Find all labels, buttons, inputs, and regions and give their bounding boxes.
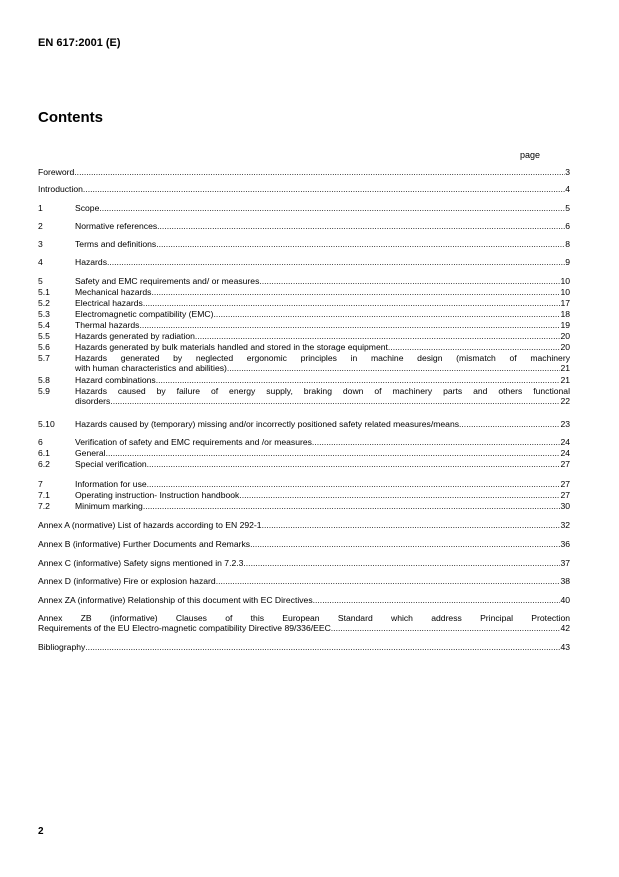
toc-entry-body bbox=[75, 277, 570, 287]
toc-entry[interactable] bbox=[38, 343, 570, 353]
toc-entry-page: 4 bbox=[565, 184, 570, 194]
toc-entry-page: 10 bbox=[560, 287, 570, 297]
toc-entry[interactable] bbox=[38, 480, 570, 490]
dot-leader bbox=[110, 397, 560, 407]
page-number: 2 bbox=[38, 826, 44, 837]
dot-leader bbox=[147, 460, 561, 470]
toc-entry-title: Hazards generated by bulk materials handled and stored in the storage equipment bbox=[75, 342, 388, 352]
toc-entry-title-line2: Requirements of the EU Electro-magnetic compatibility Directive 89/336/EEC bbox=[38, 622, 331, 633]
dot-leader bbox=[139, 321, 560, 331]
toc-entry-number: 5.2 bbox=[38, 298, 50, 308]
toc-entry-page: 18 bbox=[560, 309, 570, 319]
dot-leader bbox=[151, 288, 560, 298]
toc-entry-body bbox=[75, 288, 570, 298]
dot-leader bbox=[74, 168, 565, 178]
toc-entry[interactable] bbox=[38, 438, 570, 448]
toc-entry-page: 19 bbox=[560, 320, 570, 330]
toc-entry-title: Annex C (informative) Safety signs mentioned in 7.2.3 bbox=[38, 558, 244, 568]
toc-entry-title-line1: Annex ZB (informative) Clauses of this European Standard which address Principal Protection bbox=[38, 613, 570, 623]
toc-entry-page: 40 bbox=[560, 595, 570, 605]
toc-entry-body bbox=[38, 559, 570, 569]
dot-leader bbox=[143, 299, 561, 309]
toc-entry-title: Annex A (normative) List of hazards according to EN 292-1 bbox=[38, 520, 262, 530]
toc-entry-number: 5 bbox=[38, 276, 43, 286]
toc-entry[interactable] bbox=[38, 222, 570, 232]
toc-entry-title: Hazards generated by radiation bbox=[75, 331, 195, 341]
toc-entry-number: 5.4 bbox=[38, 320, 50, 330]
toc-entry-title: Introduction bbox=[38, 184, 83, 194]
dot-leader bbox=[83, 185, 565, 195]
toc-entry-title: Scope bbox=[75, 203, 100, 213]
toc-entry[interactable] bbox=[38, 204, 570, 214]
toc-entry-page: 30 bbox=[560, 501, 570, 511]
toc-entry-page: 24 bbox=[560, 437, 570, 447]
toc-entry-number: 2 bbox=[38, 221, 43, 231]
toc-entry-body bbox=[75, 343, 570, 353]
toc-entry-body bbox=[38, 577, 570, 587]
dot-leader bbox=[312, 438, 561, 448]
toc-entry-page: 32 bbox=[560, 520, 570, 530]
dot-leader bbox=[143, 502, 561, 512]
toc-entry[interactable] bbox=[38, 449, 570, 459]
dot-leader bbox=[106, 449, 561, 459]
toc-entry-body bbox=[75, 438, 570, 448]
toc-entry-page: 17 bbox=[560, 298, 570, 308]
toc-entry-page: 9 bbox=[565, 257, 570, 267]
toc-entry-number: 3 bbox=[38, 239, 43, 249]
toc-entry-title: Information for use bbox=[75, 479, 147, 489]
toc-entry-page: 24 bbox=[560, 448, 570, 458]
toc-entry-page: 6 bbox=[565, 221, 570, 231]
toc-entry[interactable] bbox=[38, 277, 570, 287]
toc-entry-number: 6.2 bbox=[38, 459, 50, 469]
dot-leader bbox=[262, 521, 561, 531]
toc-entry[interactable] bbox=[38, 299, 570, 309]
toc-entry-number: 6.1 bbox=[38, 448, 50, 458]
toc-entry-number: 7.1 bbox=[38, 490, 50, 500]
toc-entry-body bbox=[75, 460, 570, 470]
toc-entry-title: Electromagnetic compatibility (EMC) bbox=[75, 309, 214, 319]
toc-entry-body bbox=[75, 222, 570, 232]
toc-entry[interactable] bbox=[38, 460, 570, 470]
toc-entry-page: 3 bbox=[565, 167, 570, 177]
toc-entry-page: 20 bbox=[560, 342, 570, 352]
dot-leader bbox=[99, 204, 565, 214]
document-id-header: EN 617:2001 (E) bbox=[38, 37, 121, 49]
toc-entry-body bbox=[75, 480, 570, 490]
toc-entry-body bbox=[75, 332, 570, 342]
toc-entry-body bbox=[75, 354, 570, 374]
toc-entry-page: 43 bbox=[560, 642, 570, 652]
toc-entry-body bbox=[75, 491, 570, 501]
toc-entry-page: 21 bbox=[560, 362, 570, 373]
toc-entry-title: Verification of safety and EMC requirements and /or measures bbox=[75, 437, 312, 447]
toc-entry-number: 7.2 bbox=[38, 501, 50, 511]
toc-entry-title: Hazard combinations bbox=[75, 375, 156, 385]
dot-leader bbox=[459, 420, 560, 430]
toc-entry-body bbox=[38, 185, 570, 195]
toc-entry-number: 1 bbox=[38, 203, 43, 213]
toc-entry[interactable] bbox=[38, 387, 570, 407]
toc-entry-title-line2: with human characteristics and abilities) bbox=[75, 362, 227, 373]
toc-entry-body bbox=[38, 521, 570, 531]
toc-entry-title: Foreword bbox=[38, 167, 75, 177]
toc-entry-number: 5.8 bbox=[38, 375, 50, 385]
toc-entry[interactable] bbox=[38, 420, 570, 430]
dot-leader bbox=[156, 376, 561, 386]
toc-entry-number: 5.7 bbox=[38, 353, 50, 363]
toc-entry-page: 38 bbox=[560, 576, 570, 586]
toc-entry-title: Terms and definitions bbox=[75, 239, 157, 249]
toc-entry[interactable] bbox=[38, 491, 570, 501]
toc-entry-title: Thermal hazards bbox=[75, 320, 140, 330]
toc-entry-title-line1: Hazards generated by neglected ergonomic principles in machine design (mismatch of machinery bbox=[75, 353, 570, 363]
toc-entry-page: 42 bbox=[560, 622, 570, 633]
dot-leader bbox=[259, 277, 560, 287]
toc-entry-title: Annex ZA (informative) Relationship of this document with EC Directives bbox=[38, 595, 313, 605]
toc-entry[interactable] bbox=[38, 502, 570, 512]
toc-entry-page: 27 bbox=[560, 490, 570, 500]
toc-entry-body bbox=[75, 387, 570, 407]
toc-entry-number: 5.9 bbox=[38, 386, 50, 396]
toc-entry-body bbox=[38, 643, 570, 653]
toc-entry-page: 21 bbox=[560, 375, 570, 385]
toc-entry[interactable] bbox=[38, 185, 570, 195]
dot-leader bbox=[147, 480, 561, 490]
toc-entry-body bbox=[75, 310, 570, 320]
dot-leader bbox=[227, 364, 561, 374]
dot-leader bbox=[331, 624, 561, 634]
toc-entry-title: Bibliography bbox=[38, 642, 86, 652]
toc-entry-number: 5.3 bbox=[38, 309, 50, 319]
toc-entry-page: 20 bbox=[560, 331, 570, 341]
toc-entry-number: 6 bbox=[38, 437, 43, 447]
toc-entry-title: Special verification bbox=[75, 459, 147, 469]
toc-entry-title-line1: Hazards caused by failure of energy supply, braking down of machinery parts and others functional bbox=[75, 386, 570, 396]
toc-entry[interactable] bbox=[38, 376, 570, 386]
toc-entry-body bbox=[75, 420, 570, 430]
dot-leader bbox=[157, 222, 565, 232]
toc-entry[interactable] bbox=[38, 521, 570, 531]
toc-entry-body bbox=[75, 258, 570, 268]
toc-entry[interactable] bbox=[38, 596, 570, 606]
toc-entry-number: 5.10 bbox=[38, 419, 55, 429]
toc-entry-title-line2: disorders bbox=[75, 395, 111, 406]
toc-entry-title: Mechanical hazards bbox=[75, 287, 152, 297]
toc-entry-page: 10 bbox=[560, 276, 570, 286]
toc-entry-title: Minimum marking bbox=[75, 501, 143, 511]
toc-entry-number: 5.6 bbox=[38, 342, 50, 352]
dot-leader bbox=[388, 343, 561, 353]
toc-entry-page: 23 bbox=[560, 419, 570, 429]
dot-leader bbox=[85, 643, 560, 653]
dot-leader bbox=[313, 596, 561, 606]
toc-entry-page: 22 bbox=[560, 395, 570, 406]
toc-entry[interactable] bbox=[38, 643, 570, 653]
toc-entry-page: 8 bbox=[565, 239, 570, 249]
toc-entry-body bbox=[75, 321, 570, 331]
toc-entry-body bbox=[38, 540, 570, 550]
page-title: Contents bbox=[38, 109, 103, 126]
dot-leader bbox=[107, 258, 565, 268]
toc-entry-body bbox=[75, 299, 570, 309]
dot-leader bbox=[243, 559, 560, 569]
toc-entry[interactable] bbox=[38, 168, 570, 178]
toc-entry-title: Annex D (informative) Fire or explosion hazard bbox=[38, 576, 216, 586]
toc-entry-body bbox=[38, 596, 570, 606]
toc-entry-title: Hazards caused by (temporary) missing and/or incorrectly positioned safety related measures/means bbox=[75, 419, 460, 429]
toc-entry[interactable] bbox=[38, 258, 570, 268]
toc-entry-body bbox=[75, 449, 570, 459]
dot-leader bbox=[250, 540, 560, 550]
toc-entry-body bbox=[38, 168, 570, 178]
toc-entry-page: 27 bbox=[560, 479, 570, 489]
toc-entry-body bbox=[75, 502, 570, 512]
toc-entry-title: Normative references bbox=[75, 221, 158, 231]
toc-entry-number: 5.5 bbox=[38, 331, 50, 341]
toc-entry[interactable] bbox=[38, 240, 570, 250]
toc-entry-number: 4 bbox=[38, 257, 43, 267]
toc-entry-body bbox=[75, 376, 570, 386]
toc-entry[interactable] bbox=[38, 332, 570, 342]
toc-entry-number: 5.1 bbox=[38, 287, 50, 297]
toc-entry[interactable] bbox=[38, 540, 570, 550]
page-column-label: page bbox=[520, 150, 541, 160]
toc-entry-body bbox=[75, 204, 570, 214]
dot-leader bbox=[156, 240, 565, 250]
toc-entry[interactable] bbox=[38, 321, 570, 331]
toc-entry-body bbox=[75, 240, 570, 250]
toc-entry-title: Electrical hazards bbox=[75, 298, 143, 308]
dot-leader bbox=[214, 310, 561, 320]
toc-entry-title: Annex B (informative) Further Documents and Remarks bbox=[38, 539, 251, 549]
toc-entry[interactable] bbox=[38, 354, 570, 374]
toc-entry[interactable] bbox=[38, 577, 570, 587]
dot-leader bbox=[239, 491, 560, 501]
dot-leader bbox=[216, 577, 561, 587]
toc-entry-number: 7 bbox=[38, 479, 43, 489]
toc-entry[interactable] bbox=[38, 614, 570, 634]
toc-entry-title: Hazards bbox=[75, 257, 107, 267]
toc-entry-title: Operating instruction- Instruction handbook bbox=[75, 490, 240, 500]
toc-entry-body bbox=[38, 614, 570, 634]
toc-entry[interactable] bbox=[38, 288, 570, 298]
toc-entry-page: 27 bbox=[560, 459, 570, 469]
toc-entry[interactable] bbox=[38, 310, 570, 320]
toc-entry-title: Safety and EMC requirements and/ or measures bbox=[75, 276, 260, 286]
dot-leader bbox=[195, 332, 561, 342]
toc-entry-page: 5 bbox=[565, 203, 570, 213]
toc-entry-page: 37 bbox=[560, 558, 570, 568]
toc-entry-page: 36 bbox=[560, 539, 570, 549]
toc-entry-title: General bbox=[75, 448, 106, 458]
toc-entry[interactable] bbox=[38, 559, 570, 569]
